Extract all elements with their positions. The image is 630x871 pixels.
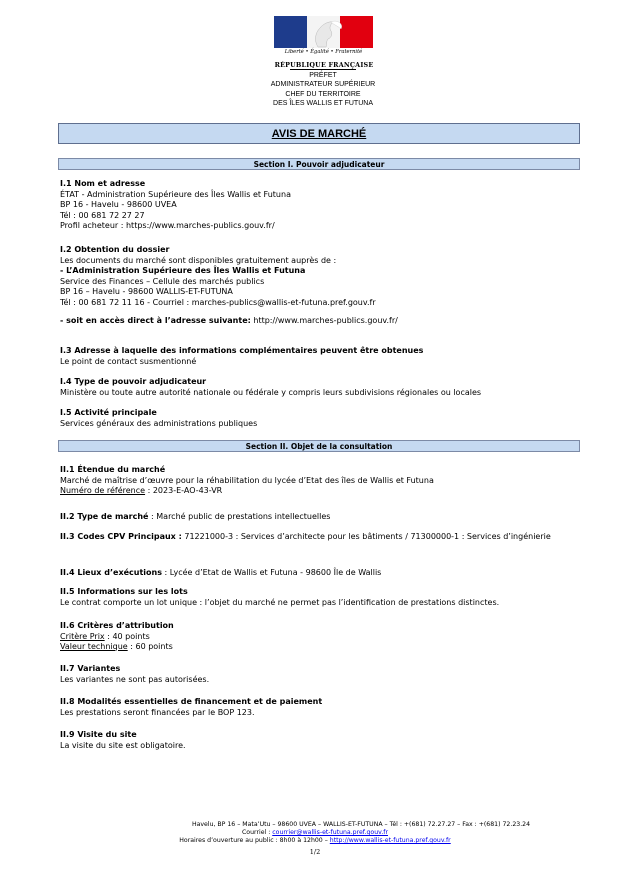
item-ii5 bbox=[60, 587, 580, 608]
criterion-row bbox=[60, 632, 580, 643]
section-1-title: Section I. Pouvoir adjudicateur bbox=[253, 159, 385, 169]
logo-motto: Liberté • Égalité • Fraternité bbox=[284, 49, 363, 55]
item-ii6 bbox=[60, 621, 580, 653]
authority-line: PRÉFET bbox=[309, 72, 337, 79]
item-i4 bbox=[60, 377, 580, 398]
item-ii8 bbox=[60, 697, 580, 718]
item-title: I.4 Type de pouvoir adjudicateur bbox=[60, 377, 207, 386]
footer-hours-line bbox=[0, 837, 630, 845]
item-line: Profil acheteur : https://www.marches-publics.gouv.fr/ bbox=[60, 221, 275, 230]
item-line: Tél : 00 681 72 11 16 - Courriel : marches-publics@wallis-et-futuna.pref.gouv.fr bbox=[60, 297, 376, 307]
header-divider bbox=[290, 69, 356, 70]
item-title: I.5 Activité principale bbox=[60, 408, 157, 417]
section-1-header bbox=[58, 158, 580, 170]
item-value: 71221000-3 : Services d’architecte pour les bâtiments / 71300000-1 : Services d’ingénierie bbox=[181, 532, 551, 541]
item-i2 bbox=[60, 245, 580, 327]
item-title: I.2 Obtention du dossier bbox=[60, 245, 170, 254]
page-number: 1/2 bbox=[309, 848, 321, 856]
item-title: II.1 Étendue du marché bbox=[60, 465, 166, 474]
criterion-value: : 60 points bbox=[127, 642, 173, 651]
criterion-label: Critère Prix bbox=[60, 631, 105, 641]
item-title: II.9 Visite du site bbox=[60, 730, 137, 739]
item-text: Le point de contact susmentionné bbox=[60, 356, 197, 366]
authority-line: DES ÎLES WALLIS ET FUTUNA bbox=[273, 99, 373, 107]
item-text: Les prestations seront financées par le BOP 123. bbox=[60, 707, 255, 717]
document-title: AVIS DE MARCHÉ bbox=[271, 127, 367, 140]
item-title: I.3 Adresse à laquelle des informations complémentaires peuvent être obtenues bbox=[60, 346, 424, 355]
reference-label: Numéro de référence bbox=[60, 486, 146, 495]
footer-email-label: Courriel : bbox=[241, 829, 273, 837]
item-line: Les documents du marché sont disponibles gratuitement auprès de : bbox=[60, 255, 337, 265]
item-text: Marché de maîtrise d’œuvre pour la réhabilitation du lycée d’Etat des îles de Wallis et Futuna bbox=[60, 475, 434, 485]
item-text: Le contrat comporte un lot unique : l’objet du marché ne permet pas l’identification de prestations distinctes. bbox=[60, 597, 500, 607]
tricolor-flag-icon bbox=[274, 16, 373, 48]
section-2-header bbox=[58, 440, 580, 452]
item-line: Service des Finances – Cellule des marchés publics bbox=[60, 276, 265, 286]
item-label: II.2 Type de marché bbox=[60, 512, 149, 521]
reference-line bbox=[60, 486, 580, 497]
item-value: : Marché public de prestations intellectuelles bbox=[148, 512, 331, 521]
marianne-profile-icon bbox=[274, 16, 373, 48]
item-ii2 bbox=[60, 512, 580, 523]
footer-website-link[interactable]: http://www.wallis-et-futuna.pref.gouv.fr bbox=[329, 837, 451, 845]
footer-hours: Horaires d’ouverture au public : 8h00 à 12h00 – bbox=[179, 837, 330, 845]
item-text: Services généraux des administrations publiques bbox=[60, 418, 258, 428]
criterion-label: Valeur technique bbox=[60, 642, 128, 651]
item-ii9 bbox=[60, 730, 580, 751]
item-ii7 bbox=[60, 664, 580, 685]
footer-address: Havelu, BP 16 – Mata’Utu – 98600 UVEA – WALLIS-ET-FUTUNA – Tél : +(681) 72.27.27 – Fax : +(681) 72.23.24 bbox=[191, 821, 531, 828]
item-label: II.4 Lieux d’exécutions bbox=[60, 568, 162, 577]
item-text: Ministère ou toute autre autorité nationale ou fédérale y compris leurs subdivisions régionales ou locales bbox=[60, 387, 482, 397]
page-footer bbox=[0, 821, 630, 846]
item-org: - L’Administration Supérieure des Îles Wallis et Futuna bbox=[60, 266, 306, 275]
item-ii3 bbox=[60, 532, 580, 543]
item-title: II.7 Variantes bbox=[60, 664, 121, 673]
section-2-title: Section II. Objet de la consultation bbox=[245, 441, 393, 451]
item-title: II.5 Informations sur les lots bbox=[60, 587, 188, 596]
criterion-row bbox=[60, 642, 580, 653]
item-text: Les variantes ne sont pas autorisées. bbox=[60, 674, 210, 684]
item-ii1 bbox=[60, 465, 580, 497]
authority-line: ADMINISTRATEUR SUPÉRIEUR bbox=[270, 81, 376, 89]
authority-block bbox=[200, 71, 446, 108]
direct-access-label: - soit en accès direct à l’adresse suivante: bbox=[60, 316, 251, 325]
marianne-logo bbox=[274, 16, 373, 60]
item-line: BP 16 – Havelu - 98600 WALLIS-ET-FUTUNA bbox=[60, 287, 233, 296]
item-ii4 bbox=[60, 568, 580, 579]
item-title: II.6 Critères d’attribution bbox=[60, 621, 174, 630]
direct-access-url: http://www.marches-publics.gouv.fr/ bbox=[250, 316, 398, 325]
criterion-value: : 40 points bbox=[104, 631, 150, 641]
direct-access-line bbox=[60, 316, 580, 327]
item-i1 bbox=[60, 179, 580, 232]
footer-email-link[interactable]: courrier@wallis-et-futuna.pref.gouv.fr bbox=[272, 829, 389, 837]
item-i5 bbox=[60, 408, 580, 429]
authority-line: CHEF DU TERRITOIRE bbox=[285, 90, 361, 98]
item-i3 bbox=[60, 346, 580, 367]
item-text: La visite du site est obligatoire. bbox=[60, 740, 186, 750]
item-title: I.1 Nom et adresse bbox=[60, 179, 146, 188]
item-label: II.3 Codes CPV Principaux : bbox=[60, 532, 182, 541]
item-line: Tél : 00 681 72 27 27 bbox=[60, 210, 145, 220]
item-line: BP 16 - Havelu - 98600 UVEA bbox=[60, 200, 177, 209]
document-title-box bbox=[58, 123, 580, 144]
republic-name: RÉPUBLIQUE FRANÇAISE bbox=[274, 61, 374, 69]
item-line: ÉTAT - Administration Supérieure des Îles Wallis et Futuna bbox=[60, 189, 291, 199]
item-value: : Lycée d’Etat de Wallis et Futuna - 98600 Île de Wallis bbox=[161, 568, 382, 577]
item-title: II.8 Modalités essentielles de financement et de paiement bbox=[60, 697, 323, 706]
reference-value: : 2023-E-AO-43-VR bbox=[145, 486, 223, 495]
